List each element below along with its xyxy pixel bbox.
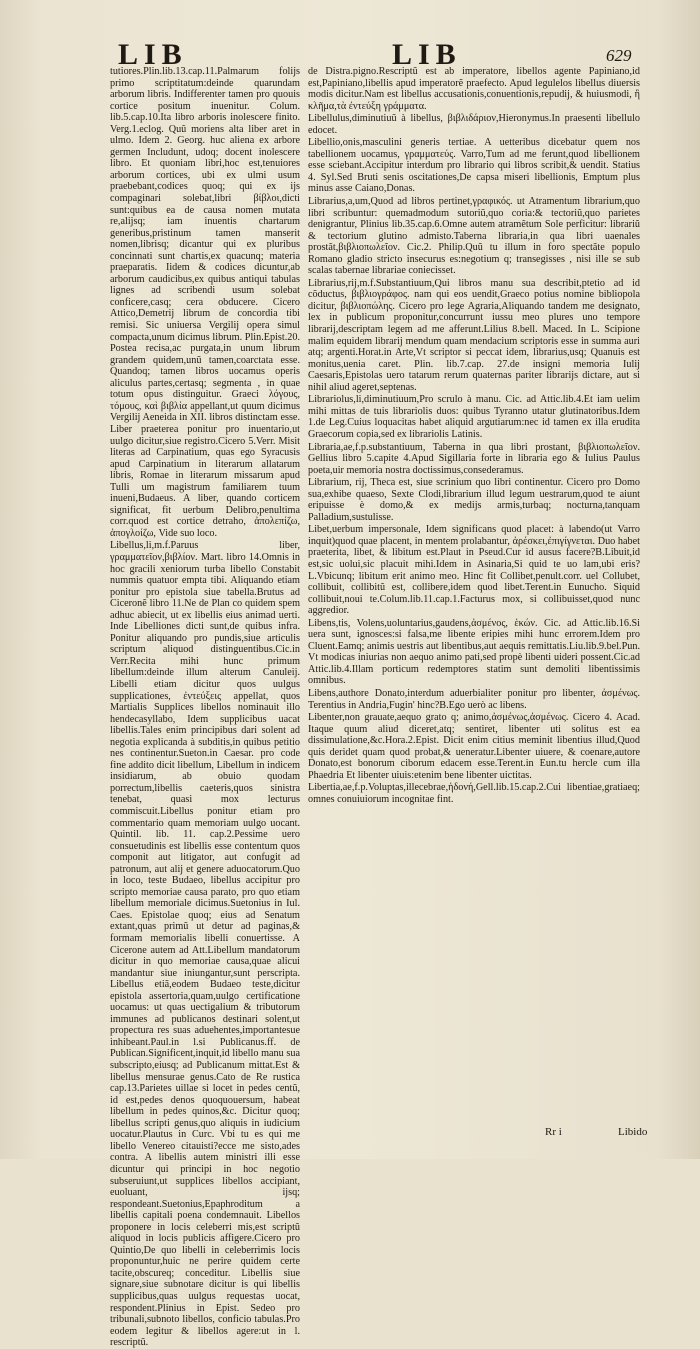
entry-paragraph: Librariolus,li,diminutiuum,Pro scrulo à manu. Cic. ad Attic.lib.4.Et iam uelim mihi mittas de tuis librariolis duos: quibus Tyranno utatur glutinatoribus.Idem 1.de Leg.Cuius loquacitas habet aliquid argutiarum:nec id tamen ex illa erudita Graecorum copia,sed ex librariolis Latinis. xyxy=(308,394,640,440)
entry-paragraph: Librarius,a,um,Quod ad libros pertinet,γραφικός. ut Atramentum librarium,quo libri scribuntur: quemadmodum sutoriũ,quo coria:& tectoriũ,quo parietes denigrantur, Plinius lib.35.cap.6.Omne autem atramẽtum Sole perficitur: librariũ & tectorium glutino admisto.Taberna libraria,in qua libri uaenales prostãt,βιβλιοπωλεῖον. Cic.2. Philip.Quũ tu illum in foro spectãte populo Romano gladio stricto insecurus es:negotium q; transegisses , nisi ille se sub scalas tabernae librariae coniecisset. xyxy=(308,196,640,277)
entry-paragraph: Libellus,li,m.f.Paruus liber, γραμματεῖον,βιβλίον. Mart. libro 14.Omnis in hoc gracili xeniorum turba libello Constabit nummis quatuor empta tibi. Aliquando etiam ponitur pro epistola siue tabella.Brutus ad Ciceronẽ libro 11.Ne de Plan co quidem spem adhuc abiecit, ut ex libellis eius animad uerti. Inde Libelliones dicti sunt,de quibus infra. Ponitur aliquando pro pundis,siue articulis scriptum aliquod distinguentibus.Cic.in Verr.Recita mihi hunc primum libellum:deinde illum alterum Canuleij. Libelli etiam dicitur quos uulgus supplicationes, ἐντεύξεις appellat, quos Martialis Supplices libellos nominauit illo hendecasyllabo, Idem supplicibus uacat libellis.Tales enim principibus dari solent ad negotia explicanda à subditis,in quibus petitio nes continentur.Sueton.in Caesar. pro code fine addito dicit libellum, Libellum in indicem insidiarum, ab obuio quodam porrectum,libellis caeteris,quos sinistra tenebat, quasi mox lecturus commiscuit.Libellus ponitur etiam pro commentario quam memoriam uulgo uocant. Quintil. lib. 11. cap.2.Pessime uero consuetudinis est libellis esse contentum quos componit aut litigator, aut confugit ad patronum, aut alij et genere aduocatorum.Quo in loco, teste Budaeo, libellus accipitur pro scripto memoriae causa parato, pro quo etiam libellum memoriale dicimus.Suetonius in Iul. Caes. Epistolae quoq; eius ad Senatum extant,quas primũ ut detur ad paginas,& formam memorialis libelli conuertisse. A Cicerone autem ad Att.Libellum mandatorum dicitur in quo memoriae causa,quae alicui mandantur siue iniungantur,sunt perscripta. Libellus etiã,eodem Budaeo teste,dicitur epistola assertoria,quam,uulgo certificatione uocamus: ut quas uectigalium & tributorum immunes ad publicanos destinari solent,ut propectura res suas aduehentes,importantesue inhibeant.Paul.in l.si Publicanus.ff. de Publican.Significent,inquit,id libello manu sua subscripto,eiusq; ad Publicanum mittat.Est & libellus mensurae genus.Cato de Re rustica cap.13.Parietes uillae si locet in pedes centũ, id est,pedes denos quoquouersum, habeat libellum in pedes quinos,&c. Dicitur quoq; libellus scripti genus,quo aliquis in iudicium uocatur.Plautus in Curc. Vbi tu es qui me libello Venereo citauisti?ecce me sisto,ades contra. A libellis autem ministri illi esse dicuntur qui principi in hoc negotio subseruiunt,ut supplices libellos accipiant, euoluant, ijsq; respondeant.Suetonius,Epaphroditum a libellis capitali poena condemnauit. Libellos proponere in locis celeberri mis,est scriptũ aliquod in locis publicis affigere.Cicero pro Quintio,De quo libelli in celeberrimis locis proponuntur,huic ne perire quidem certe tacite,obscureq; conceditur. Libellis siue signare,siue subnotare dicitur is qui libellis supplicibus,quas uulgus requestas uocat, respondent.Plinius in Epist. Sedeo pro tribunali,subnoto libellos, conficio tabulas.Pro eodem legitur & libellos agere:ut in l. rescriptũ. xyxy=(110,540,300,1349)
right-text-column xyxy=(308,66,640,1126)
entry-paragraph: Libellulus,diminutiuũ à libellus, βιβλιδάριον,Hieronymus.In praesenti libellulo edocet. xyxy=(308,113,640,136)
entry-paragraph: Libens,tis, Volens,uoluntarius,gaudens,ἀσμένος, ἑκών. Cic. ad Attic.lib.16.Si uera sunt, ignosces:si falsa,me libente eripies mihi hunc errorem.Idem pro Cluent.Eamq; animis uestris aut libentibus,aut aequis remittatis.Liu.lib.9.bel.Pun. Vt modicas iniurias non aequo animo pati,sed propè libenti uideri possent.Cic.ad Attic.lib.4.Illam porticum redemptores statim sunt demoliti libentissimis omnibus. xyxy=(308,617,640,687)
entry-paragraph: Libenter,non grauate,aequo grato q; animo,ἀσμένως,ἀσμένως. Cicero 4. Acad. Itaque quum aliud diceret,atq; sentiret, libenter uti solitus est ea dissimulatione,&c.Hora.2.Epist. Dicit enim citius meminit libentius illud,Quod quis deridet quam quod probat,& ueneratur.Libenter uiuere, & coenare,autore Donato,est bonorum ciborum edacem esse.Terent.in Eun.tu hercle cum illa Phaedria Et libenter uiuis:etenim bene libenter uictitas. xyxy=(308,712,640,781)
running-head-left: LIB xyxy=(118,38,188,71)
entry-paragraph: de Distra.pigno.Rescriptũ est ab imperatore, libellos agente Papiniano,id est,Papiniano,libellis apud imperatorẽ praefecto. Apud legulelos libellus diuersis modis dicitur.Nam est libellus accusationis,conuentionis,repudij, & huiusmodi, ἢ κλῆμα,τὰ ἐντεύξη γράμματα. xyxy=(308,66,640,112)
entry-paragraph: Libet,uerbum impersonale, Idem significans quod placet: à labendo(ut Varro inquit)quod quae placent, in mentem prolabantur, ἀρέσκει,ἐπιγίγνεται. Duo habet praeterita, libet, & libitum est.Plaut in Pseud.Cur id ausus facere?B.Libuit,id est,sic uolui,sic placuit mihi.Idem in Asinaria,Si quid te uo lam,ubi eris?L.Vbicunq; libitum erit animo meo. Hinc fit Collibet,penult.corr. uel Collubet, collibuit, collibitũ est, collibere,idem quod libet.Terent.in Eunucho. Siquid collibuit,noui te.Colum.lib.11.cap.1.Facturus mox, si collibuisset,quod nunc aggredior. xyxy=(308,524,640,617)
entry-paragraph: Libertia,ae,f.p.Voluptas,illecebrae,ἡδονή,Gell.lib.15.cap.2.Cui libentiae,gratiaeq; omnes conuiuiorum incognitae fint. xyxy=(308,782,640,805)
signature-mark: Rr i xyxy=(545,1126,562,1138)
entry-paragraph: Libens,authore Donato,interdum aduerbialiter ponitur pro libenter, ἀσμένως. Terentius in Andria,Fugin' hinc?B.Ego uerò ac libens. xyxy=(308,687,640,711)
entry-paragraph: tutiores.Plin.lib.13.cap.11.Palmarum folijs primo scriptitatum:deinde quarundam arborum libris. Indifferenter tamen pro quouis cortice positum inuenitur. Colum. lib.5.cap.10.Ita libro arboris inolescere finito. Verg.1.eclog. Quũ moriens alta liber aret in ulmo. Idem 2. Georg. huc aliena ex arbore germen Includunt, udoq; docent inolescere libro. Et quoniam libri,hoc est,tenuiores arborum cortices, ubi ex ulmi usum praebebant,codices quoq; qui ex ijs compaginari solebat,libri βίβλοι,dicti sunt:quibus ea de causa nomen mutata re,alijsq; iam inuentis chartarum generibus,pristinum tamen manserit nomen,librisq; dicantur qui ex pluribus concinnati sunt chartis,ex quacunq; materia praeparatis. Iidem & codices dicuntur,ab arborum caudicibus,ex quibus antiqui tabulas lignes ad scribendi usum solebat conficere,casq; cera obducere. Cicero Attico,Demetrij librum de concordia tibi remisi. Sic uniuersa Vergilij opera simul compacta,unum dicimus librum. Plin.Epist.20. Postea recisa,ac purgata,in unum librum grandem quidem,unũ tamen,coarctata esse. Quandoq; tamen libros uocamus operis aliculus partes,certasq; segmenta , in quae totum opus distinguitur. Graeci λόγους, τόμους, καὶ βιβλία appellant,ut quum dicimus Vergilij Aeneida in XII. libros distinctam esse. Liber praeterea ponitur pro inuentario,ut uulgo dicitur,siue registro.Cicero 5.Verr. Misit literas ad Carpinatium, quas ego Syracusis apud Carpinatium in literarum allatarum libris, Romae in literarum missarum apud Tulli um magistrum familiarem tuum inueni,Budaeus. A liber, quando corticem significat, fit uerbum Delibro,penultima corr.quod est cortice detraho, ἀπολεπίζω, ἀπογλοίζω, Vide suo loco. xyxy=(110,66,300,539)
entry-paragraph: Librarius,rij,m.f.Substantiuum,Qui libros manu sua describit,ptetio ad id cõductus, βιβλιογράφος. nam qui eos uendit,Graeco potius nomine bibliopola dicitur, βιβλιοπώλης. Cicero pro lege Agraria,Aliquando tandem me designato, lex in publicum proponitur,concurrunt iussu meo plures uno tempore librarij,descriptam legem ad me afferunt.Lilius 8.bell. Maced. In L. Scipione malim equidem librarij mendum quam mendacium scriptoris esse in summa auri atq; argenti.Horat.in Arte,Vt scriptor si peccat idem, librarius,usq; Quanuis est monitus,uenia caret. Plin. lib.7.cap. 27.de insigni memoria Iulij Caesaris,Epistolas uero tatarum rerum quaternas pariter librarijs dictare, aut si nihil aliud ageret,septenas. xyxy=(308,277,640,393)
page-number: 629 xyxy=(606,46,632,65)
entry-paragraph: Libraria,ae,f.p.substantiuum, Taberna in qua libri prostant, βιβλιοπωλεῖον. Gellius libro 5.capite 4.Apud Sigillaria forte in libraria ego & Iulius Paulus poeta,uir memoria nostra doctissimus,consederamus. xyxy=(308,441,640,476)
entry-paragraph: Librarium, rij, Theca est, siue scrinium quo libri continentur. Cicero pro Domo sua,exhibe quaeso, Sexte Clodi,librarium illud legum uestrarum,quod te aiunt eripuisse è domo,& ex medijs armis,turbaq; nocturna,tanquam Palladium,sustulisse. xyxy=(308,477,640,523)
page-footer xyxy=(0,1126,700,1142)
left-text-column xyxy=(110,66,300,1349)
running-head-right: LIB xyxy=(392,38,462,71)
entry-paragraph: Libellio,onis,masculini generis tertiae. A uetteribus dicebatur quem nos tabellionem uocamus, γραμματεύς. Varro,Tum ad me ferunt,quod libellionem esse sciebant.Accipitur interdum pro librario qui libros scribit,& uendit. Statius 4. Syl.Sed Bruti senis oscitationes,De capsa miseri libellionis, Emptum plus minus asse Caiano,Donas. xyxy=(308,137,640,195)
catchword: Libido xyxy=(618,1126,648,1138)
